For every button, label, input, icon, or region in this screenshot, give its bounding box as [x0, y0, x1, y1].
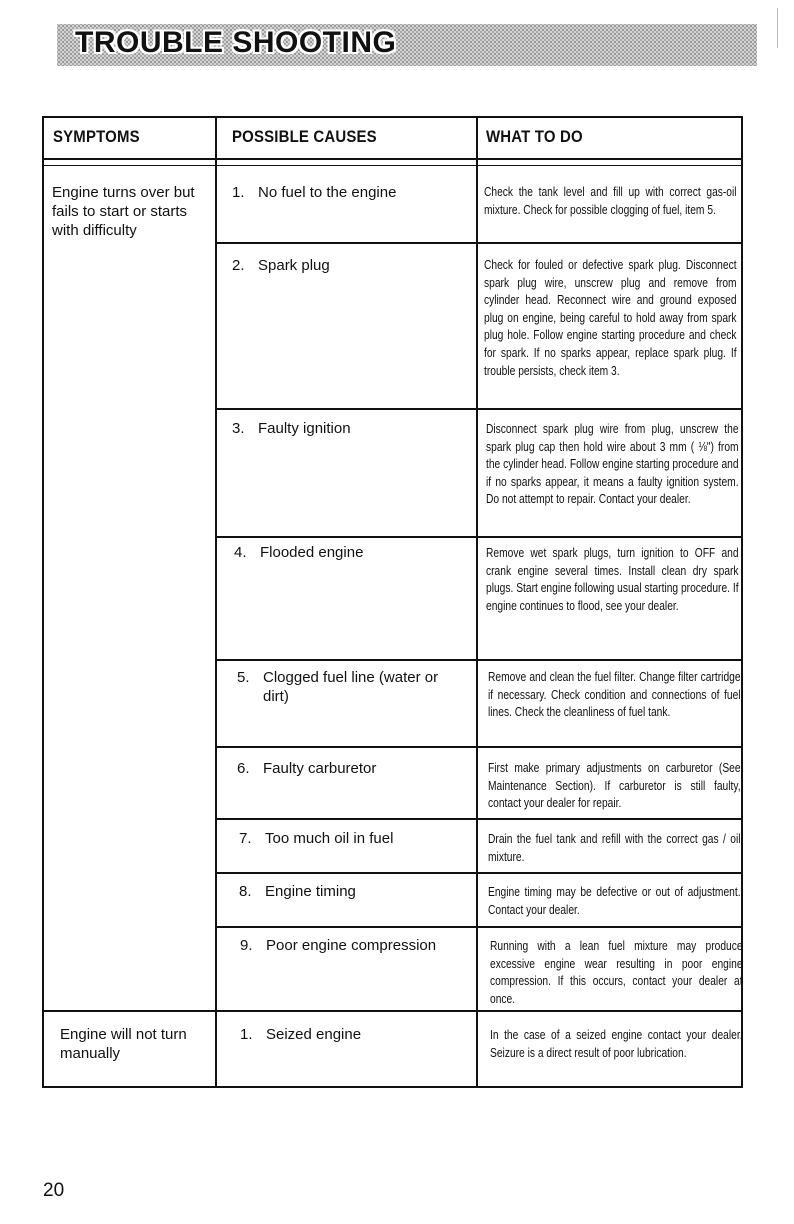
remedy-text: First make primary adjustments on carburetor (See Maintenance Section). If carburetor is still faulty, contact your dealer for repair. — [488, 761, 741, 811]
cause-number: 4. — [234, 544, 247, 561]
page-number: 20 — [43, 1180, 65, 1201]
header-possible-causes: POSSIBLE CAUSES — [232, 127, 377, 146]
cause-text: Poor engine compression — [266, 937, 437, 954]
row-divider — [215, 818, 741, 820]
row-divider — [215, 408, 741, 410]
header-divider — [42, 158, 741, 160]
remedy-text: Running with a lean fuel mixture may produce excessive engine wear resulting in poor engine compression. If this occurs, contact your dealer at once. — [490, 939, 743, 1006]
cause-number: 9. — [240, 937, 253, 954]
cause-number: 6. — [237, 760, 250, 777]
cause-number: 1. — [232, 184, 245, 201]
row-divider — [215, 242, 741, 244]
remedy-text: Remove wet spark plugs, turn ignition to OFF and crank engine several times. Install clean dry spark plugs. Start engine following usual starting procedure. If engine continues to flood, see your dealer. — [486, 546, 739, 613]
cause-text: Clogged fuel line (water or dirt) — [263, 669, 439, 705]
cause-text: No fuel to the engine — [258, 184, 397, 201]
cause-number: 8. — [239, 883, 252, 900]
cause-number: 1. — [240, 1026, 253, 1043]
title-banner — [57, 24, 757, 66]
header-what-to-do: WHAT TO DO — [486, 127, 583, 146]
column-divider-symptoms — [215, 116, 217, 1086]
cause-text: Spark plug — [258, 257, 330, 274]
cause-text: Faulty ignition — [258, 420, 351, 437]
cause-number: 7. — [239, 830, 252, 847]
remedy-text: Check the tank level and fill up with correct gas-oil mixture. Check for possible clogging of fuel, item 5. — [484, 185, 737, 217]
cause-text: Too much oil in fuel — [265, 830, 394, 847]
row-divider — [215, 926, 741, 928]
row-divider — [215, 659, 741, 661]
cause-text: Engine timing — [265, 883, 356, 900]
scan-margin-mark — [777, 8, 778, 48]
header-symptoms: SYMPTOMS — [53, 127, 140, 146]
remedy-text: Check for fouled or defective spark plug. Disconnect spark plug wire, unscrew plug and remove from cylinder head. Reconnect wire and ground exposed plug on engine, being careful to hold away from spark plug hole. Follow engine starting procedure and check for spark. If no sparks appear, replace spark plug. If trouble persists, check item 3. — [484, 258, 737, 378]
remedy-text: Engine timing may be defective or out of adjustment. Contact your dealer. — [488, 885, 741, 917]
remedy-text: Drain the fuel tank and refill with the correct gas / oil mixture. — [488, 832, 741, 864]
cause-number: 3. — [232, 420, 245, 437]
column-divider-causes — [476, 116, 478, 1086]
cause-number: 2. — [232, 257, 245, 274]
symptom-text: Engine will not turn manually — [60, 1026, 187, 1062]
symptom-text: Engine turns over but fails to start or starts with difficulty — [52, 184, 195, 239]
row-divider — [215, 746, 741, 748]
cause-text: Faulty carburetor — [263, 760, 377, 777]
cause-text: Seized engine — [266, 1026, 362, 1043]
header-divider-secondary — [42, 165, 741, 166]
cause-number: 5. — [237, 669, 250, 686]
remedy-text: Remove and clean the fuel filter. Change filter cartridge if necessary. Check condition and connections of fuel lines. Check the cleanliness of fuel tank. — [488, 670, 741, 720]
remedy-text: In the case of a seized engine contact your dealer. Seizure is a direct result of poor lubrication. — [490, 1028, 743, 1060]
cause-text: Flooded engine — [260, 544, 364, 561]
row-divider — [215, 872, 741, 874]
row-divider — [215, 536, 741, 538]
page-title: TROUBLE SHOOTING — [75, 26, 397, 59]
remedy-text: Disconnect spark plug wire from plug, unscrew the spark plug cap then hold wire about 3 mm ( ⅛") from the cylinder head. Follow engine starting procedure and if no sparks appear, it means a faulty ignition system. Do not attempt to repair. Contact your dealer. — [486, 422, 739, 507]
symptom-divider — [42, 1010, 741, 1012]
